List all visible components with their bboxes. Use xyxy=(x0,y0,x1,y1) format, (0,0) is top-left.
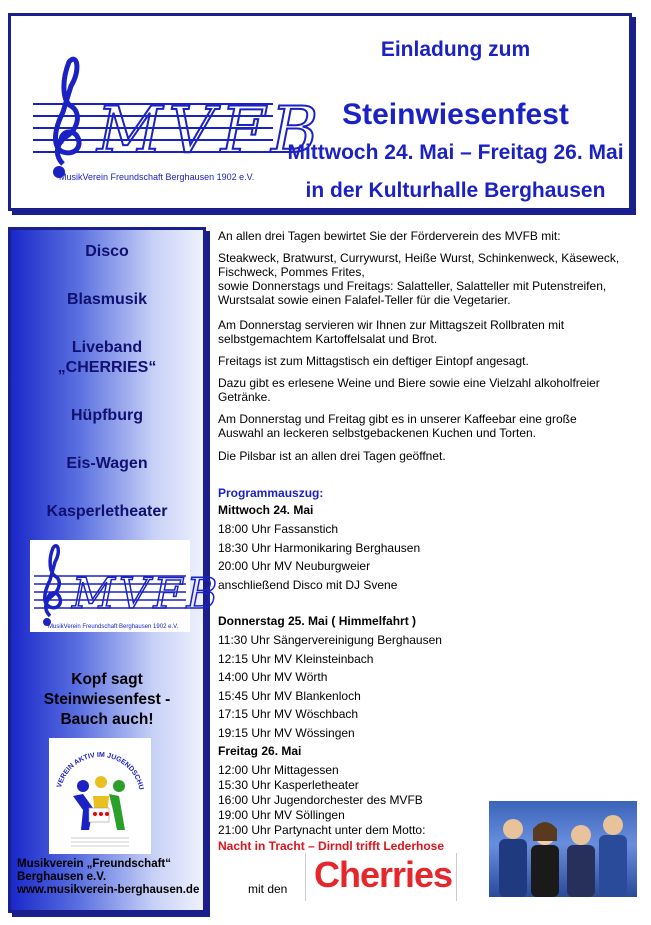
band-members-image xyxy=(489,801,637,897)
invitation-line: Einladung zum xyxy=(380,38,531,61)
club-website[interactable]: www.musikverein-berghausen.de xyxy=(17,884,200,896)
mvfb-logo-small xyxy=(30,540,222,632)
svg-text:MusikVerein Freundschaft Bergh: MusikVerein Freundschaft Berghausen 1902 e.V. xyxy=(59,172,255,182)
party-motto: Nacht in Tracht – Dirndl trifft Lederhose xyxy=(218,839,445,853)
friday-item: 19:00 Uhr MV Söllingen xyxy=(218,808,345,822)
event-location: in der Kulturhalle Berghausen xyxy=(305,179,606,202)
header-box xyxy=(8,13,632,211)
wednesday-item: 18:00 Uhr Fassanstich xyxy=(218,522,339,536)
svg-text:VEREIN AKTIV IM JUGENDSCHUTZ: VEREIN AKTIV IM JUGENDSCHU xyxy=(56,751,145,791)
event-title: Steinwiesenfest xyxy=(342,98,569,131)
program-title: Programmauszug: xyxy=(218,486,324,500)
treble-clef-icon xyxy=(30,540,222,632)
sidebar-item-disco: Disco xyxy=(85,243,129,260)
thursday-item: 15:45 Uhr MV Blankenloch xyxy=(218,689,361,703)
mvfb-logo xyxy=(33,52,325,188)
thursday-title: Donnerstag 25. Mai ( Himmelfahrt ) xyxy=(218,614,417,628)
thursday-item: 17:15 Uhr MV Wöschbach xyxy=(218,707,359,721)
friday-item: 12:00 Uhr Mittagessen xyxy=(218,763,339,777)
youth-protection-logo-icon xyxy=(49,738,151,854)
wednesday-item: 18:30 Uhr Harmonikaring Berghausen xyxy=(218,541,421,555)
pilsbar-text: Die Pilsbar ist an allen drei Tagen geöffnet. xyxy=(218,449,446,463)
svg-text:MVFB: MVFB xyxy=(97,94,325,168)
wednesday-item: 20:00 Uhr MV Neuburgweier xyxy=(218,559,371,573)
wednesday-item: anschließend Disco mit DJ Svene xyxy=(218,578,398,592)
sidebar-item-liveband: Liveband xyxy=(71,339,143,356)
friday-title: Freitag 26. Mai xyxy=(218,744,302,758)
treble-clef-icon xyxy=(33,52,325,188)
thursday-item: 14:00 Uhr MV Wörth xyxy=(218,670,328,684)
thursday-item: 19:15 Uhr MV Wössingen xyxy=(218,726,355,740)
sidebar xyxy=(8,227,222,913)
sidebar-item-cherries: „CHERRIES“ xyxy=(57,359,157,376)
with-label: mit den xyxy=(248,882,288,896)
sidebar-item-huepfburg: Hüpfburg xyxy=(71,407,143,424)
friday-lunch-text: Freitags ist zum Mittagstisch ein deftiger Eintopf angesagt. xyxy=(218,354,529,368)
svg-text:MVFB: MVFB xyxy=(72,569,222,618)
club-footer xyxy=(17,858,199,897)
sidebar-item-kasperletheater: Kasperletheater xyxy=(46,503,168,520)
wednesday-title: Mittwoch 24. Mai xyxy=(218,503,314,517)
sidebar-item-blasmusik: Blasmusik xyxy=(66,291,148,308)
event-dates: Mittwoch 24. Mai – Freitag 26. Mai xyxy=(287,141,624,164)
cherries-band-logo: Cherries xyxy=(305,853,457,901)
slogan: Kopf sagt Steinwiesenfest - Bauch auch! xyxy=(43,671,171,728)
friday-item: 15:30 Uhr Kasperletheater xyxy=(218,778,359,792)
intro-text: An allen drei Tagen bewirtet Sie der Förderverein des MVFB mit: xyxy=(218,229,561,243)
club-town: Berghausen e.V. xyxy=(17,871,107,883)
band-photo xyxy=(489,801,637,897)
friday-item: 21:00 Uhr Partynacht unter dem Motto: xyxy=(218,823,426,837)
thursday-item: 12:15 Uhr MV Kleinsteinbach xyxy=(218,652,374,666)
friday-item: 16:00 Uhr Jugendorchester des MVFB xyxy=(218,793,423,807)
club-name: Musikverein „Freundschaft“ xyxy=(17,858,172,870)
svg-text:MusikVerein Freundschaft Bergh: MusikVerein Freundschaft Berghausen 1902 e.V. xyxy=(48,624,179,630)
thursday-item: 11:30 Uhr Sängervereinigung Berghausen xyxy=(218,633,442,647)
sidebar-item-eiswagen: Eis-Wagen xyxy=(66,455,148,472)
youth-protection-badge xyxy=(49,738,151,854)
